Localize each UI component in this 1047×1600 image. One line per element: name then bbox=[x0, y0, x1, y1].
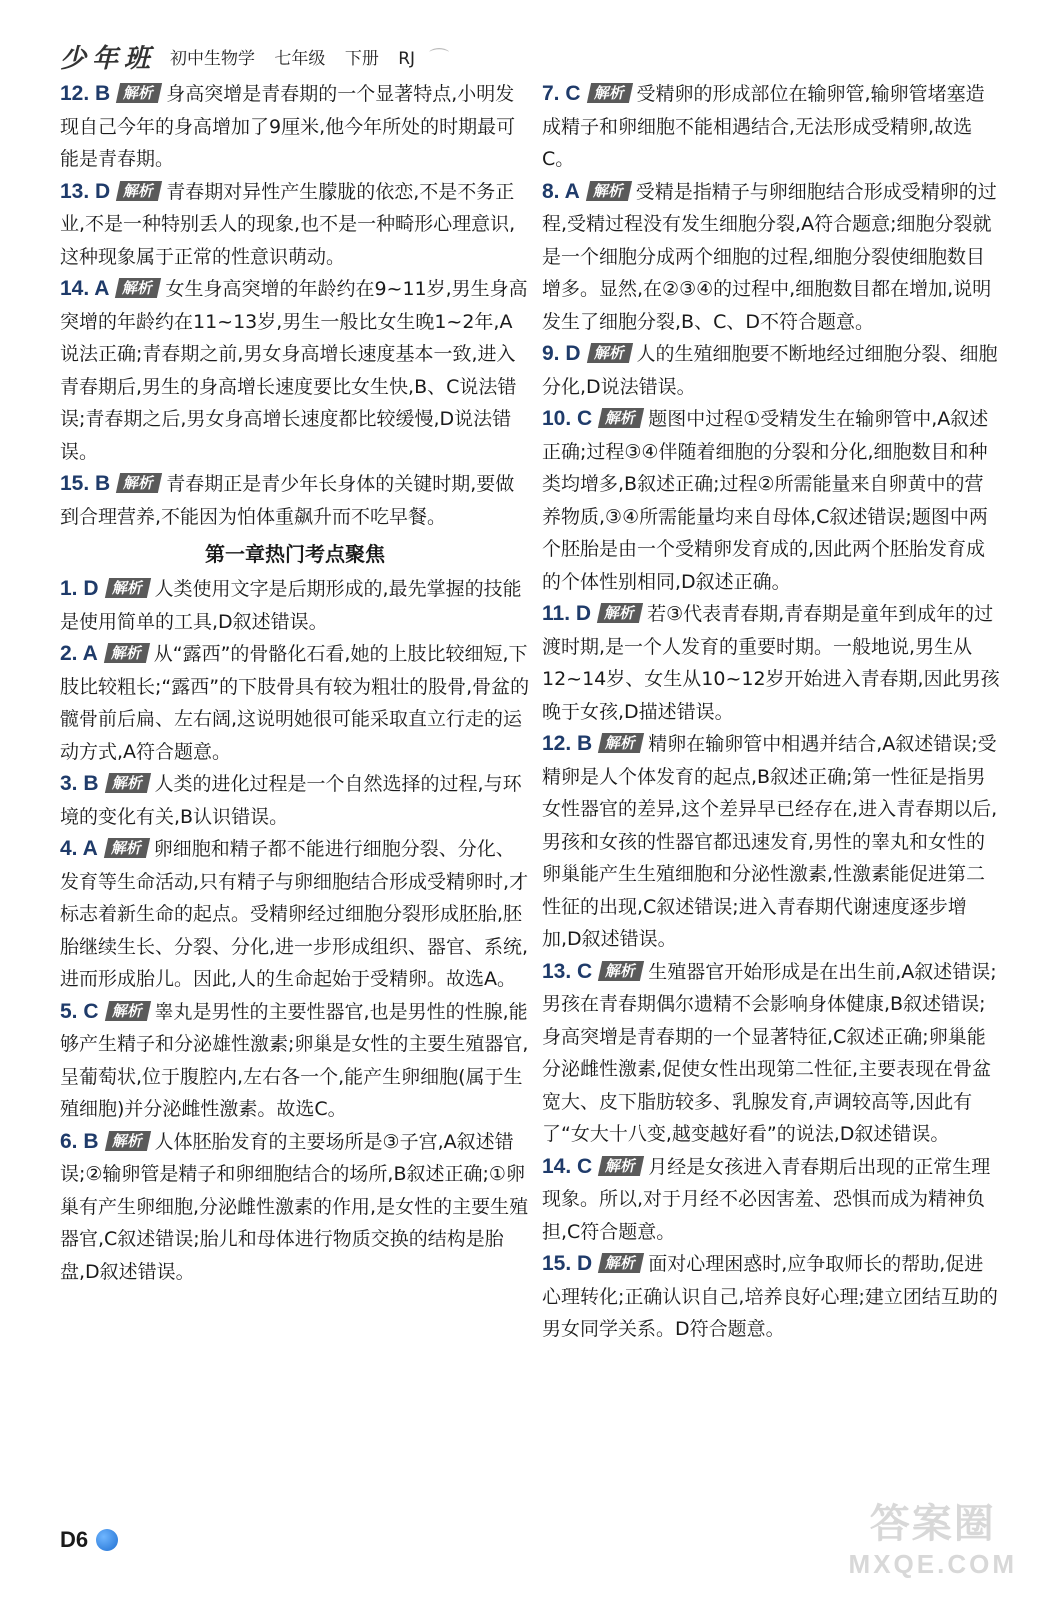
answer-number: 10. C bbox=[542, 407, 593, 430]
analysis-tag: 解析 bbox=[116, 83, 162, 103]
answer-number: 12. B bbox=[60, 82, 111, 105]
answer-number: 13. C bbox=[542, 959, 593, 983]
decoration-icon: ⌒ bbox=[429, 45, 450, 70]
answer-item bbox=[60, 78, 530, 176]
globe-icon bbox=[96, 1529, 118, 1551]
answer-item bbox=[60, 176, 530, 274]
answer-text: 青春期正是青少年长身体的关键时期,要做到合理营养,不能因为怕体重飙升而不吃早餐。 bbox=[60, 473, 515, 528]
answer-item bbox=[60, 638, 530, 768]
analysis-tag: 解析 bbox=[104, 1001, 150, 1021]
answer-number: 13. D bbox=[60, 179, 111, 203]
answer-text: 人体胚胎发育的主要场所是③子宫,A叙述错误;②输卵管是精子和卵细胞结合的场所,B叙述正确;①卵巢有产生卵细胞,分泌雌性激素的作用,是女性的主要生殖器官,C叙述错误;胎儿和母体进行物质交换的结构是胎盘,D叙述错误。 bbox=[60, 1130, 529, 1283]
answer-item bbox=[542, 403, 1000, 598]
answer-text: 若③代表青春期,青春期是童年到成年的过渡时期,是一个人发育的重要时期。一般地说,男生从12~14岁、女生从10~12岁开始进入青春期,因此男孩晚于女孩,D描述错误。 bbox=[542, 603, 1000, 723]
answer-number: 9. D bbox=[542, 342, 581, 365]
answer-text: 睾丸是男性的主要性器官,也是男性的性腺,能够产生精子和分泌雄性激素;卵巢是女性的主要生殖器官,呈葡萄状,位于腹腔内,左右各一个,能产生卵细胞(属于生殖细胞)并分泌雌性激素。故选C。 bbox=[60, 1000, 529, 1120]
answer-text: 女生身高突增的年龄约在9~11岁,男生身高突增的年龄约在11~13岁,男生一般比女生晚1~2年,A说法正确;青春期之前,男女身高增长速度基本一致,进入青春期后,男生的身高增长速度要比女生快,B、C说法错误;青春期之后,男女身高增长速度都比较缓慢,D说法错误。 bbox=[60, 278, 528, 463]
answer-text: 人类的进化过程是一个自然选择的过程,与环境的变化有关,B认识错误。 bbox=[60, 773, 522, 828]
analysis-tag: 解析 bbox=[598, 733, 644, 753]
analysis-tag: 解析 bbox=[586, 83, 632, 103]
answer-list-right bbox=[542, 78, 1000, 1346]
answer-number: 2. A bbox=[60, 642, 98, 665]
right-column bbox=[542, 78, 1000, 1346]
section-title: 第一章热门考点聚焦 bbox=[205, 542, 385, 566]
answer-text: 卵细胞和精子都不能进行细胞分裂、分化、发育等生命活动,只有精子与卵细胞结合形成受精卵时,才标志着新生命的起点。受精卵经过细胞分裂形成胚胎,胚胎继续生长、分裂、分化,进一步形成组织、器官、系统,进而形成胎儿。因此,人的生命起始于受精卵。故选A。 bbox=[60, 838, 529, 990]
answer-number: 14. A bbox=[60, 277, 110, 300]
analysis-tag: 解析 bbox=[598, 1253, 644, 1273]
answer-item bbox=[542, 728, 1000, 956]
watermark-title: 答案圈 bbox=[869, 1501, 996, 1547]
answer-number: 4. A bbox=[60, 837, 98, 860]
book-info: 初中生物学 七年级 下册 RJ bbox=[170, 48, 416, 69]
answer-text: 受精卵的形成部位在输卵管,输卵管堵塞造成精子和卵细胞不能相遇结合,无法形成受精卵,故选C。 bbox=[542, 83, 985, 170]
answer-item bbox=[542, 176, 1000, 339]
left-column bbox=[60, 78, 530, 1288]
page-number: D6 bbox=[60, 1527, 89, 1552]
answer-text: 精卵在输卵管中相遇并结合,A叙述错误;受精卵是人个体发育的起点,B叙述正确;第一性征是指男女性器官的差异,这个差异早已经存在,进入青春期以后,男孩和女孩的性器官都迅速发育,男性的睾丸和女性的卵巢能产生生殖细胞和分泌性激素,性激素能促进第二性征的出现,C叙述错误;进入青春期代谢速度逐步增加,D叙述错误。 bbox=[542, 733, 998, 950]
analysis-tag: 解析 bbox=[598, 1156, 644, 1176]
analysis-tag: 解析 bbox=[586, 181, 632, 201]
answer-item bbox=[60, 468, 530, 533]
answer-item bbox=[542, 78, 1000, 176]
analysis-tag: 解析 bbox=[116, 473, 162, 493]
answer-text: 青春期对异性产生朦胧的依恋,不是不务正业,不是一种特别丢人的现象,也不是一种畸形心理意识,这种现象属于正常的性意识萌动。 bbox=[60, 180, 516, 268]
analysis-tag: 解析 bbox=[104, 773, 150, 793]
answer-item bbox=[60, 1126, 530, 1289]
answer-number: 15. D bbox=[542, 1252, 593, 1275]
answer-text: 生殖器官开始形成是在出生前,A叙述错误;男孩在青春期偶尔遗精不会影响身体健康,B叙述错误;身高突增是青春期的一个显著特征,C叙述正确;卵巢能分泌雌性激素,促使女性出现第二性征,主要表现在骨盆宽大、皮下脂肪较多、乳腺发育,声调较高等,因此有了“女大十八变,越变越好看”的说法,D叙述错误。 bbox=[542, 960, 997, 1145]
answer-text: 从“露西”的骨骼化石看,她的上肢比较细短,下肢比较粗长;“露西”的下肢骨具有较为粗壮的股骨,骨盆的髋骨前后扁、左右阔,这说明她很可能采取直立行走的运动方式,A符合题意。 bbox=[60, 643, 530, 763]
page-footer bbox=[60, 1527, 118, 1553]
answer-text: 人的生殖细胞要不断地经过细胞分裂、细胞分化,D说法错误。 bbox=[542, 343, 998, 398]
page-header bbox=[60, 34, 577, 78]
answer-item bbox=[542, 338, 1000, 403]
answer-item bbox=[60, 573, 530, 638]
answer-item bbox=[60, 833, 530, 996]
answer-number: 8. A bbox=[542, 179, 580, 203]
answer-number: 7. C bbox=[542, 82, 581, 105]
answer-item bbox=[542, 956, 1000, 1151]
analysis-tag: 解析 bbox=[104, 643, 150, 663]
watermark-url: MXQE.COM bbox=[848, 1549, 1017, 1579]
answer-number: 15. B bbox=[60, 472, 111, 495]
answer-text: 人类使用文字是后期形成的,最先掌握的技能是使用简单的工具,D叙述错误。 bbox=[60, 578, 522, 633]
answer-number: 5. C bbox=[60, 999, 99, 1023]
answer-text: 月经是女孩进入青春期后出现的正常生理现象。所以,对于月经不必因害羞、恐惧而成为精神负担,C符合题意。 bbox=[542, 1155, 991, 1243]
brand-logo: 少年班 bbox=[60, 43, 157, 74]
answer-text: 题图中过程①受精发生在输卵管中,A叙述正确;过程③④伴随着细胞的分裂和分化,细胞数目和种类均增多,B叙述正确;过程②所需能量来自卵黄中的营养物质,③④所需能量均来自母体,C叙述错误;题图中两个胚胎是由一个受精卵发育成的,因此两个胚胎发育成的个体性别相同,D叙述正确。 bbox=[542, 408, 989, 593]
analysis-tag: 解析 bbox=[104, 838, 150, 858]
answer-number: 11. D bbox=[542, 602, 592, 625]
answer-number: 1. D bbox=[60, 577, 99, 600]
answer-text: 身高突增是青春期的一个显著特点,小明发现自己今年的身高增加了9厘米,他今年所处的时期最可能是青春期。 bbox=[60, 83, 516, 170]
watermark bbox=[849, 1492, 1017, 1580]
answer-item bbox=[60, 996, 530, 1126]
analysis-tag: 解析 bbox=[598, 408, 644, 428]
analysis-tag: 解析 bbox=[586, 343, 632, 363]
answer-number: 3. B bbox=[60, 772, 99, 795]
answer-item bbox=[60, 273, 530, 468]
answer-number: 6. B bbox=[60, 1129, 99, 1153]
analysis-tag: 解析 bbox=[598, 961, 644, 981]
answer-item bbox=[60, 768, 530, 833]
answer-item bbox=[542, 1151, 1000, 1249]
analysis-tag: 解析 bbox=[115, 278, 161, 298]
answer-list-top bbox=[60, 78, 530, 533]
analysis-tag: 解析 bbox=[597, 603, 643, 623]
answer-text: 受精是指精子与卵细胞结合形成受精卵的过程,受精过程没有发生细胞分裂,A符合题意;细胞分裂就是一个细胞分成两个细胞的过程,细胞分裂使细胞数目增多。显然,在②③④的过程中,细胞数目都在增加,说明发生了细胞分裂,B、C、D不符合题意。 bbox=[542, 180, 997, 333]
analysis-tag: 解析 bbox=[104, 1131, 150, 1151]
answer-number: 12. B bbox=[542, 732, 593, 755]
answer-item bbox=[542, 598, 1000, 728]
answer-text: 面对心理困惑时,应争取师长的帮助,促进心理转化;正确认识自己,培养良好心理;建立团结互助的男女同学关系。D符合题意。 bbox=[542, 1253, 998, 1340]
answer-list-bottom bbox=[60, 573, 530, 1288]
answer-number: 14. C bbox=[542, 1154, 593, 1178]
analysis-tag: 解析 bbox=[104, 578, 150, 598]
answer-item bbox=[542, 1248, 1000, 1346]
analysis-tag: 解析 bbox=[116, 181, 162, 201]
